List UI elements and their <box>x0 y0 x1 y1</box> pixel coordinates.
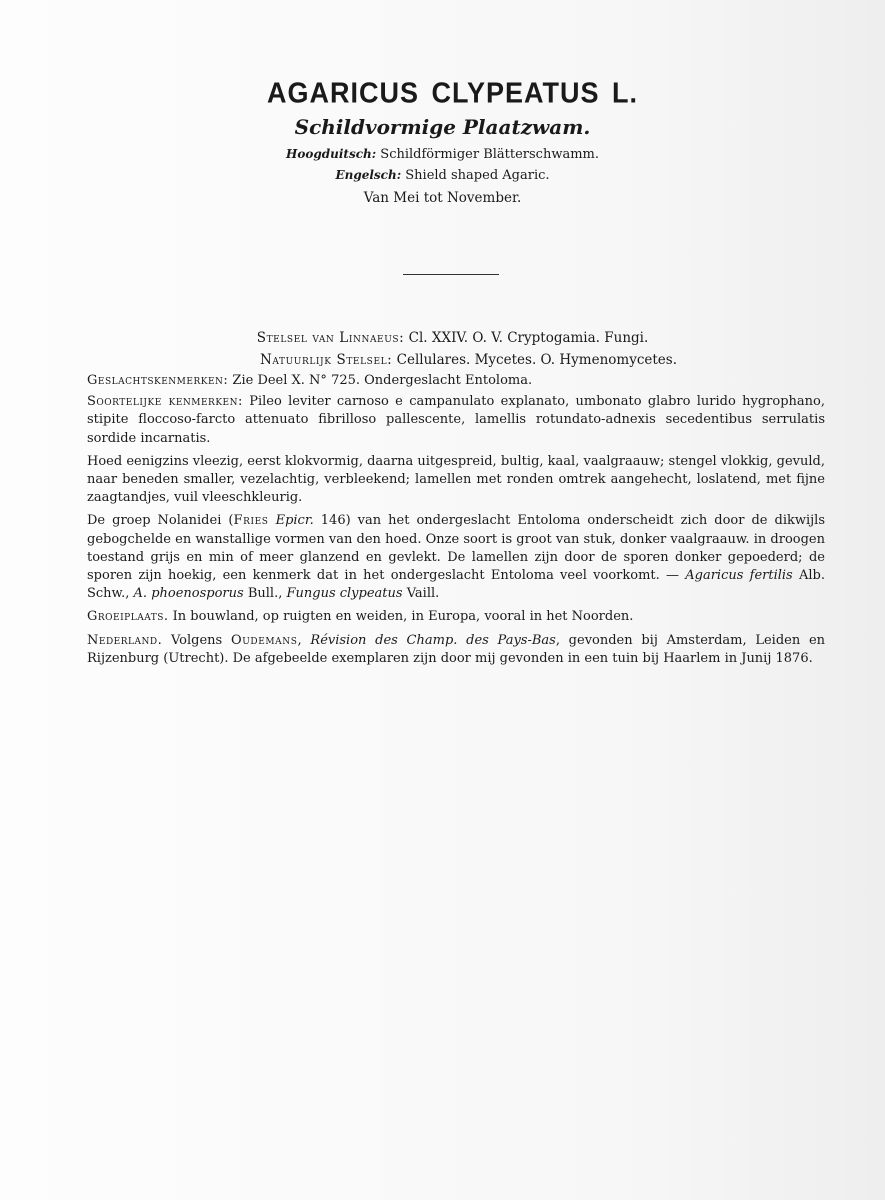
genus-label: Geslachtskenmerken: <box>87 373 229 388</box>
english-label: Engelsch: <box>335 168 402 182</box>
description-paragraph: Hoed eenigzins vleezig, eerst klokvormig, daarna uitgespreid, bultig, kaal, vaalgraauw; stengel vlokkig, gevuld, naar beneden smaller, vezelachtig, verbleekend; lamellen met ronden omtrek aangehecht, loslatend, met fijne zaagtandjes, vuil vleeschkleurig. <box>87 453 825 506</box>
page-header <box>0 76 885 208</box>
german-name: Schildförmiger Blätterschwamm. <box>380 147 599 162</box>
species-title: AGARICUS CLYPEATUS L. <box>266 77 639 109</box>
group-paragraph <box>87 512 825 603</box>
fries-author: Fries <box>233 513 269 529</box>
revision-title: Révision des Champ. des Pays-Bas <box>310 632 556 648</box>
linnaeus-system-line <box>0 328 885 348</box>
netherlands-label: Nederland. <box>87 632 163 648</box>
english-name: Shield shaped Agaric. <box>405 168 550 183</box>
genus-characters <box>87 372 825 390</box>
group-text-1: De groep Nolanidei ( <box>87 513 234 529</box>
natural-system-label: Natuurlijk Stelsel: <box>259 352 393 368</box>
linnaeus-label: Stelsel van Linnaeus: <box>256 330 405 346</box>
species-label: Soortelijke kenmerken: <box>87 394 243 410</box>
group-text-4: Bull., <box>243 586 287 602</box>
natural-system-line <box>0 350 885 370</box>
epicrisis-ref: Epicr. <box>275 513 314 529</box>
german-label: Hoogduitsch: <box>285 147 377 161</box>
dutch-name: Schildvormige Plaatzwam. <box>294 115 591 139</box>
group-text-2: 146) van het ondergeslacht Entoloma onderscheidt zich door de dikwijls gebogchelde en wanstallige vormen van den hoed. Onze soort is groot van stuk, donker vaalgraauw. in droogen toestand grijs en min of meer glanzend en gevlekt. De lamellen zijn door de sporen donker gepoederd; de sporen zijn hoekig, een kenmerk dat in het ondergeslacht Entoloma veel voorkomt. — <box>87 513 826 584</box>
english-name-line <box>0 165 885 186</box>
group-text-3: Alb. Schw., <box>87 568 825 602</box>
habitat-label: Groeiplaats. <box>87 609 169 625</box>
genus-text: Zie Deel X. N° 725. Ondergeslacht Entoloma. <box>232 373 533 388</box>
species-text: Pileo leviter carnoso e campanulato explanato, umbonato glabro lurido hygrophano, stipite floccoso-farcto attenuato fibrilloso pallescente, lamellis rotundato-adnexis secedentibus serrulatis sordide incarnatis. <box>87 394 825 446</box>
body-text <box>87 372 825 673</box>
habitat-text: In bouwland, op ruigten en weiden, in Europa, vooral in het Noorden. <box>172 609 634 625</box>
season-period: Van Mei tot November. <box>363 190 522 206</box>
synonym-fertilis: Agaricus fertilis <box>685 568 793 584</box>
divider-rule <box>403 274 499 275</box>
species-characters <box>87 393 825 448</box>
netherlands-text-3: , gevonden bij Amsterdam, Leiden en Rijzenburg (Utrecht). De afgebeelde exemplaren zijn door mij gevonden in een tuin bij Haarlem in Junij 1876. <box>87 632 826 666</box>
synonym-fungus-clypeatus: Fungus clypeatus <box>286 586 403 602</box>
linnaeus-text: Cl. XXIV. O. V. Cryptogamia. Fungi. <box>408 330 649 346</box>
synonym-phoenosporus: A. phoenosporus <box>133 586 244 602</box>
oudemans-author: Oudemans <box>230 632 298 648</box>
netherlands-paragraph <box>87 632 825 668</box>
natural-system-text: Cellulares. Mycetes. O. Hymenomycetes. <box>396 352 678 368</box>
netherlands-text-1: Volgens <box>170 632 223 648</box>
netherlands-text-2: , <box>297 632 302 648</box>
group-text-5: Vaill. <box>402 586 440 602</box>
german-name-line <box>0 144 885 165</box>
habitat-paragraph <box>87 608 825 626</box>
